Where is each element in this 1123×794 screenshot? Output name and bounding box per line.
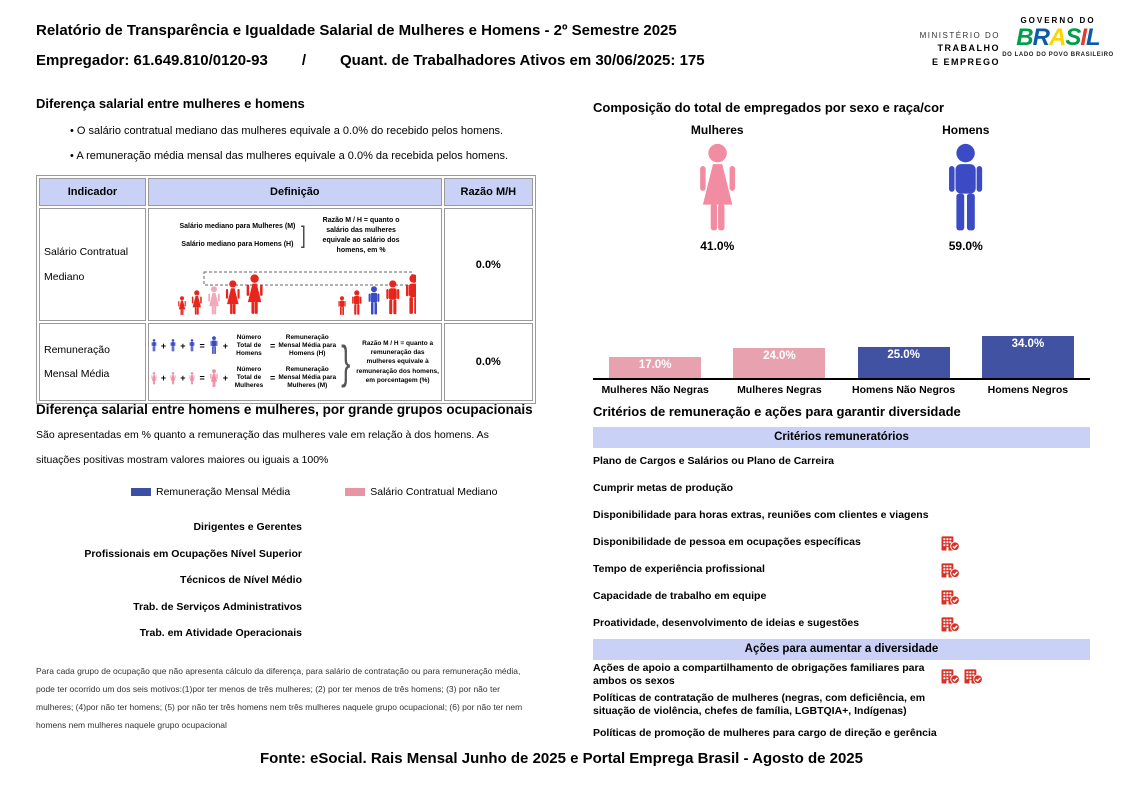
legend-salario bbox=[345, 486, 497, 498]
category-label: Técnicos de Nível Médio bbox=[180, 574, 302, 586]
composition-title: Composição do total de empregados por sexo e raça/cor bbox=[593, 100, 945, 115]
section-criteria bbox=[593, 404, 1090, 747]
legend-label: Salário Contratual Mediano bbox=[370, 486, 498, 498]
company-check-icon bbox=[941, 588, 960, 605]
company-check-icon bbox=[964, 667, 983, 684]
female-percentage: 41.0% bbox=[700, 239, 735, 253]
section-occupational-gap bbox=[36, 402, 541, 734]
company-check-icon bbox=[941, 561, 960, 578]
criteria-item bbox=[593, 690, 1090, 720]
brace-glyph: } bbox=[341, 336, 351, 388]
criteria-label: Plano de Cargos e Salários ou Plano de Carreira bbox=[593, 454, 834, 467]
men-total-label: Número Total de Homens bbox=[236, 333, 262, 357]
median-women-label: Salário mediano para Mulheres (M) bbox=[179, 222, 296, 230]
man-icon-large bbox=[938, 143, 993, 235]
chart-baseline bbox=[593, 378, 1090, 380]
bar-homens-nao-negros bbox=[858, 347, 950, 378]
criteria-item bbox=[593, 502, 1090, 529]
woman-icon bbox=[188, 372, 196, 385]
indicator-median-salary: Salário Contratual Mediano bbox=[39, 208, 146, 321]
men-avg-label: Remuneração Mensal Média para Homens (H) bbox=[278, 333, 337, 357]
legend-swatch-pink bbox=[345, 488, 365, 496]
male-composition bbox=[842, 123, 1091, 253]
ministry-line3: E EMPREGO bbox=[931, 56, 1000, 67]
legend-label: Remuneração Mensal Média bbox=[156, 486, 291, 498]
legend-remuneracao bbox=[131, 486, 290, 498]
criteria-item bbox=[593, 556, 1090, 583]
bracket-glyph: ] bbox=[301, 222, 307, 249]
table-header-row bbox=[39, 178, 533, 206]
criteria-item bbox=[593, 475, 1090, 502]
bar-value-label: 25.0% bbox=[887, 349, 920, 361]
ratio-median-salary: 0.0% bbox=[444, 208, 533, 321]
women-total-label: Número Total de Mulheres bbox=[234, 366, 264, 390]
plus-sign: + bbox=[222, 340, 228, 351]
women-formula-row bbox=[150, 366, 336, 390]
plus-sign: + bbox=[180, 340, 186, 351]
criteria-label: Disponibilidade para horas extras, reuniões com clientes e viagens bbox=[593, 508, 929, 521]
man-icon bbox=[150, 339, 158, 352]
female-label: Mulheres bbox=[690, 123, 744, 137]
header-definicao: Definição bbox=[148, 178, 442, 206]
plus-sign: + bbox=[180, 373, 186, 384]
bar-mulheres-nao-negras bbox=[609, 357, 701, 378]
company-check-icon bbox=[941, 534, 960, 551]
brasil-logotype: BRASIL bbox=[1016, 24, 1100, 51]
criteria-item bbox=[593, 448, 1090, 475]
criteria-label: Ações de apoio a compartilhamento de obrigações familiares para ambos os sexos bbox=[593, 661, 925, 687]
criteria-item bbox=[593, 583, 1090, 610]
ministry-logo bbox=[872, 30, 1000, 69]
indicator-table bbox=[36, 175, 536, 404]
woman-icon bbox=[169, 372, 177, 385]
gov-brasil-logo bbox=[1002, 16, 1114, 58]
category-label: Dirigentes e Gerentes bbox=[193, 521, 302, 533]
section-composition bbox=[593, 100, 1090, 400]
men-formula-row bbox=[150, 334, 336, 358]
criteria-label: Políticas de promoção de mulheres para cargo de direção e gerência bbox=[593, 726, 937, 739]
man-icon bbox=[188, 339, 196, 352]
bar-category-label: Homens Negros bbox=[987, 384, 1069, 396]
woman-icon-large bbox=[690, 143, 745, 235]
criteria-item bbox=[593, 529, 1090, 556]
bar-value-label: 24.0% bbox=[763, 350, 796, 362]
section-salary-gap bbox=[36, 96, 536, 404]
table-row-median-salary bbox=[39, 208, 533, 321]
race-gender-bar-chart bbox=[593, 334, 1090, 396]
category-label: Profissionais em Ocupações Nível Superior bbox=[84, 547, 302, 560]
gov-logo-top: GOVERNO DO bbox=[1020, 16, 1096, 25]
indicator-avg-remuneration: Remuneração Mensal Média bbox=[39, 323, 146, 401]
equals-sign: = bbox=[269, 340, 276, 351]
bar-mulheres-negras bbox=[733, 348, 825, 378]
table-row-avg-remuneration bbox=[39, 323, 533, 401]
occupational-legend bbox=[131, 486, 541, 498]
ratio-avg-remuneration: 0.0% bbox=[444, 323, 533, 401]
bullet-median-salary: • O salário contratual mediano das mulheres equivale a 0.0% do recebido pelos homens. bbox=[70, 119, 536, 144]
woman-icon bbox=[150, 372, 158, 385]
active-workers: Quant. de Trabalhadores Ativos em 30/06/2025: 175 bbox=[339, 52, 705, 69]
definition-median-salary bbox=[148, 208, 442, 321]
male-percentage: 59.0% bbox=[948, 239, 983, 253]
ministry-line2: TRABALHO bbox=[937, 43, 1000, 53]
avg-ratio-note: Razão M / H = quanto a remuneração das mulheres equivale à remuneração dos homens, em porcentagem (%) bbox=[356, 340, 439, 384]
plus-sign: + bbox=[160, 373, 167, 384]
criteria-label: Disponibilidade de pessoa em ocupações específicas bbox=[593, 535, 861, 548]
source-footer: Fonte: eSocial. Rais Mensal Junho de 2025 e Portal Emprega Brasil - Agosto de 2025 bbox=[260, 750, 863, 767]
definition-avg-remuneration bbox=[148, 323, 442, 401]
median-people-diagram bbox=[174, 258, 416, 316]
legend-swatch-blue bbox=[131, 488, 151, 496]
gov-logo-bottom: DO LADO DO POVO BRASILEIRO bbox=[1002, 52, 1114, 59]
plus-sign: + bbox=[222, 373, 228, 384]
median-men-label: Salário mediano para Homens (H) bbox=[181, 241, 294, 248]
male-label: Homens bbox=[942, 123, 990, 137]
bar-category-label: Homens Não Negros bbox=[851, 384, 956, 396]
woman-icon-large bbox=[208, 369, 220, 388]
bullet-avg-remuneration: • A remuneração média mensal das mulheres equivale a 0.0% da recebida pelos homens. bbox=[70, 144, 536, 169]
bar-value-label: 17.0% bbox=[638, 359, 672, 371]
criteria-label: Capacidade de trabalho em equipe bbox=[593, 589, 767, 602]
median-ratio-note: Razão M / H = quanto o salário das mulheres equivale ao salário dos homens, em % bbox=[322, 217, 400, 254]
salary-gap-bullets bbox=[70, 119, 536, 169]
employer-id: Empregador: 61.649.810/0120-93 bbox=[36, 52, 268, 69]
criteria-label: Políticas de contratação de mulheres (negras, com deficiência, em situação de violência, chefes de família, LGBTQIA+, Indígenas) bbox=[593, 691, 926, 717]
band-acoes-diversidade: Ações para aumentar a diversidade bbox=[593, 639, 1090, 660]
report-subtitle-line bbox=[36, 52, 705, 69]
women-avg-label: Remuneração Mensal Média para Mulheres (M) bbox=[278, 366, 337, 390]
header-indicador: Indicador bbox=[39, 178, 146, 206]
bar-category-label: Mulheres Negras bbox=[737, 384, 822, 396]
criteria-item bbox=[593, 660, 1090, 690]
man-icon bbox=[169, 339, 177, 352]
bar-category-label: Mulheres Não Negras bbox=[601, 384, 709, 396]
ministry-line1: MINISTÉRIO DO bbox=[919, 31, 1000, 40]
equals-sign: = bbox=[199, 340, 205, 351]
criteria-title: Critérios de remuneração e ações para garantir diversidade bbox=[593, 404, 961, 419]
female-composition bbox=[593, 123, 842, 253]
criteria-item bbox=[593, 610, 1090, 637]
report-title: Relatório de Transparência e Igualdade Salarial de Mulheres e Homens - 2º Semestre 2025 bbox=[36, 22, 677, 39]
occupational-title: Diferença salarial entre homens e mulheres, por grande grupos ocupacionais bbox=[36, 402, 533, 417]
bar-homens-negros bbox=[982, 336, 1074, 378]
occupational-footnote: Para cada grupo de ocupação que não apresenta cálculo da diferença, para salário de contratação ou para remuneração média, pode ter ocorrido um dos seis motivos:(1)por ter menos de três mulheres; (2) por ter menos de três homens; (3) por não ter mulheres; (4)por não ter homens; (5) por não ter três homens nem três mulheres naquele grupo ocupacional; (6) por não ter nem homens nem mulheres naquele grupo ocupacional bbox=[36, 665, 523, 730]
criteria-item bbox=[593, 720, 1090, 747]
plus-sign: + bbox=[160, 340, 167, 351]
separator: / bbox=[301, 52, 306, 69]
company-check-icon bbox=[941, 615, 960, 632]
header-razao: Razão M/H bbox=[444, 178, 533, 206]
man-icon-large bbox=[208, 336, 220, 355]
equals-sign: = bbox=[269, 373, 276, 384]
occupational-categories bbox=[36, 514, 302, 647]
category-label: Trab. em Atividade Operacionais bbox=[139, 627, 302, 639]
criteria-label: Cumprir metas de produção bbox=[593, 481, 734, 494]
criteria-label: Tempo de experiência profissional bbox=[593, 562, 765, 575]
equals-sign: = bbox=[199, 373, 205, 384]
company-check-icon bbox=[941, 667, 960, 684]
salary-gap-title: Diferença salarial entre mulheres e homens bbox=[36, 96, 305, 111]
occupational-subtitle: São apresentadas em % quanto a remuneração das mulheres vale em relação à dos homens. As situações positivas mostram valores maiores ou iguais a 100% bbox=[36, 429, 489, 466]
criteria-label: Proatividade, desenvolvimento de ideias e sugestões bbox=[593, 616, 860, 629]
bar-value-label: 34.0% bbox=[1011, 338, 1045, 350]
category-label: Trab. de Serviços Administrativos bbox=[133, 600, 302, 613]
band-criterios-remuneratorios: Critérios remuneratórios bbox=[593, 427, 1090, 448]
